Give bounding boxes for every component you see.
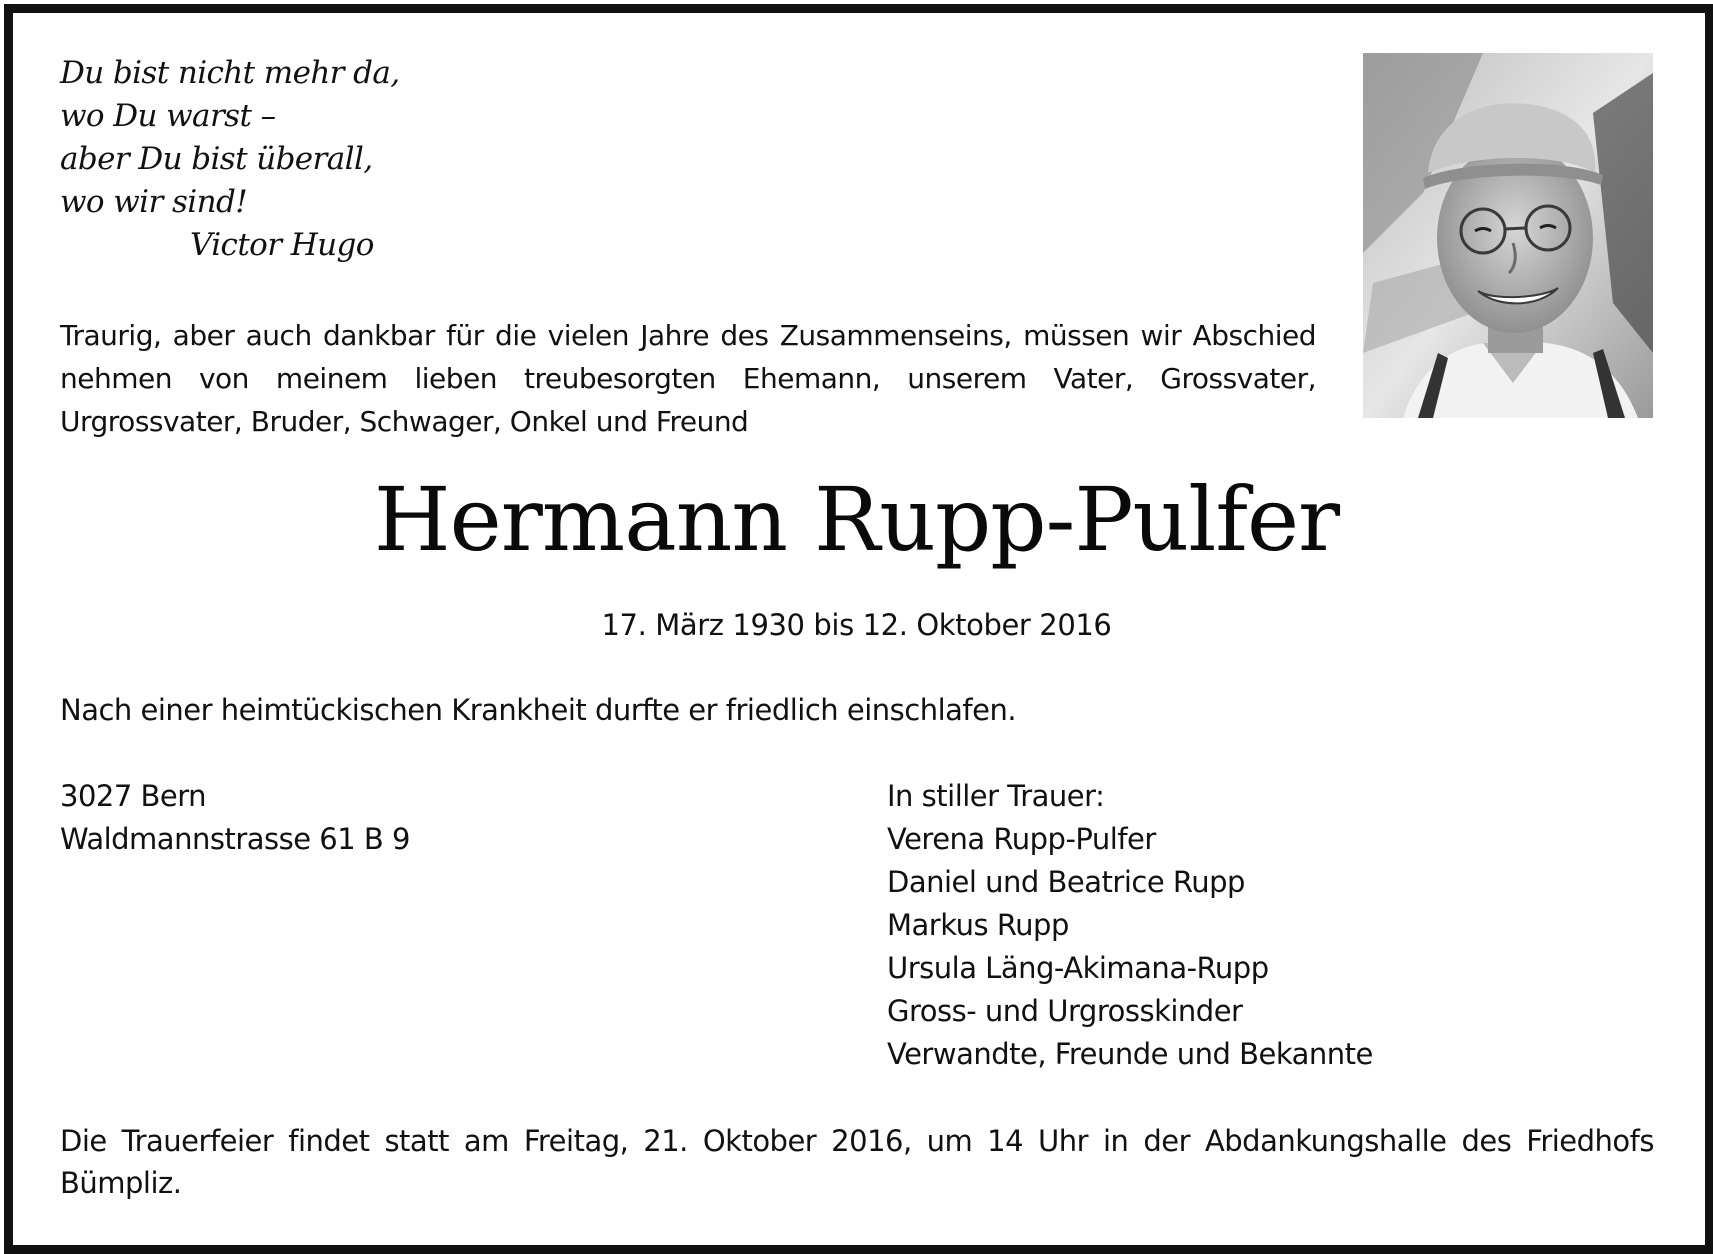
mourner-name: Ursula Läng-Akimana-Rupp bbox=[887, 951, 1269, 985]
quote-line: aber Du bist überall, bbox=[60, 141, 373, 177]
quote-line: wo wir sind! bbox=[60, 184, 248, 220]
quote-block bbox=[60, 52, 400, 267]
mourner-name: Markus Rupp bbox=[887, 908, 1069, 942]
mourner-name: Verena Rupp-Pulfer bbox=[887, 822, 1156, 856]
address-street: Waldmannstrasse 61 B 9 bbox=[60, 822, 410, 856]
life-dates: 17. März 1930 bis 12. Oktober 2016 bbox=[601, 608, 1112, 642]
intro-text: Traurig, aber auch dankbar für die vielen Jahre des Zusammenseins, müssen wir Abschied nehmen von meinem lieben treubesorgten Ehemann, unserem Vater, Grossvater, Urgrossvater, Bruder, Schwager, Onkel und Freund bbox=[60, 319, 1316, 438]
service-text: Die Trauerfeier findet statt am Freitag, 21. Oktober 2016, um 14 Uhr in der Abdankungshalle des Friedhofs Bümpliz. bbox=[60, 1124, 1654, 1200]
statement-text: Nach einer heimtückischen Krankheit durfte er friedlich einschlafen. bbox=[60, 693, 1017, 727]
quote-author: Victor Hugo bbox=[190, 227, 374, 263]
quote-line: wo Du warst – bbox=[60, 98, 276, 134]
mourner-name: Daniel und Beatrice Rupp bbox=[887, 865, 1245, 899]
mourner-name: Verwandte, Freunde und Bekannte bbox=[887, 1037, 1373, 1071]
mourner-name: Gross- und Urgrosskinder bbox=[887, 994, 1243, 1028]
quote-line: Du bist nicht mehr da, bbox=[60, 55, 400, 91]
portrait-photo bbox=[1363, 53, 1653, 418]
address-city: 3027 Bern bbox=[60, 779, 207, 813]
mourners-heading: In stiller Trauer: bbox=[887, 779, 1105, 813]
deceased-name: Hermann Rupp-Pulfer bbox=[373, 468, 1340, 571]
address-block bbox=[60, 775, 410, 861]
mourners-block bbox=[887, 775, 1373, 1076]
